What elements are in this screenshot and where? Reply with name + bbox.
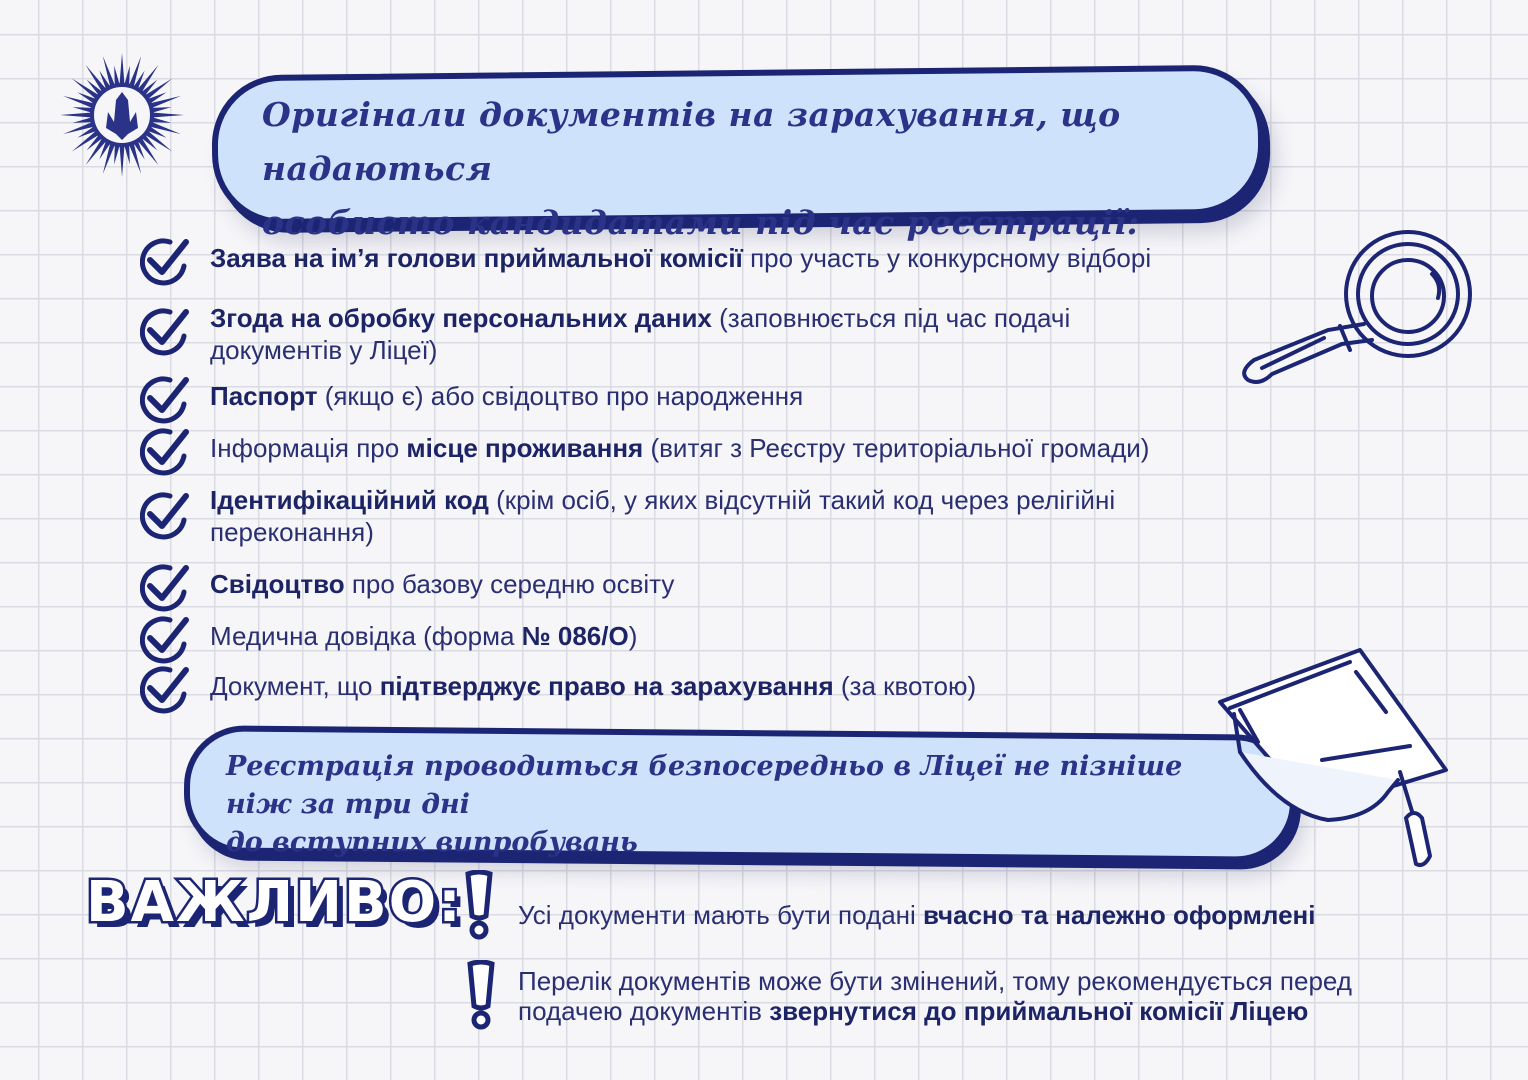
important-heading: ВАЖЛИВО: [86,870,463,935]
registration-line-1: Реєстрація проводиться безпосередньо в Ліцеї не пізніше ніж за три дні [226,751,1183,820]
check-icon [140,306,190,356]
list-item-text: Інформація про місце проживання (витяг з Реєстру територіальної громади) [210,433,1150,463]
magnifier-icon [1232,222,1482,392]
check-icon [140,614,190,664]
check-icon [140,374,190,424]
check-icon [140,562,190,612]
list-item-text: Ідентифікаційний код (крім осіб, у яких відсутній такий код через релігійні переконання) [210,485,1116,547]
title-line-2: особисто кандидатами під час реєстрації: [262,203,1140,242]
note-text: Усі документи мають бути подані вчасно та належно оформлені [518,900,1316,930]
list-item-text: Заява на ім’я голови приймальної комісії про участь у конкурсному відборі [210,243,1152,273]
page-title [262,88,1222,250]
list-item-text: Паспорт (якщо є) або свідоцтво про народження [210,381,804,411]
exclamation-icon [460,870,498,940]
graduation-cap-icon [1210,642,1460,880]
title-line-1: Оригінали документів на зарахування, що надаються [262,95,1121,188]
check-icon [140,664,190,714]
list-item-text: Свідоцтво про базову середню освіту [210,569,675,599]
registration-text [226,748,1226,862]
exclamation-icon [462,960,500,1030]
police-emblem-icon [58,50,186,180]
note-text: Перелік документів може бути змінений, тому рекомендується перед подачею документів звернутися до приймальної комісії Ліцею [518,966,1352,1026]
list-item-text: Згода на обробку персональних даних (заповнюється під час подачі документів у Ліцеї) [210,303,1071,365]
check-icon [140,236,190,286]
list-item-text: Медична довідка (форма № 086/О) [210,621,638,651]
registration-line-2: до вступних випробувань [226,827,638,858]
check-icon [140,490,190,540]
list-item-text: Документ, що підтверджує право на зарахування (за квотою) [210,671,977,701]
check-icon [140,426,190,476]
